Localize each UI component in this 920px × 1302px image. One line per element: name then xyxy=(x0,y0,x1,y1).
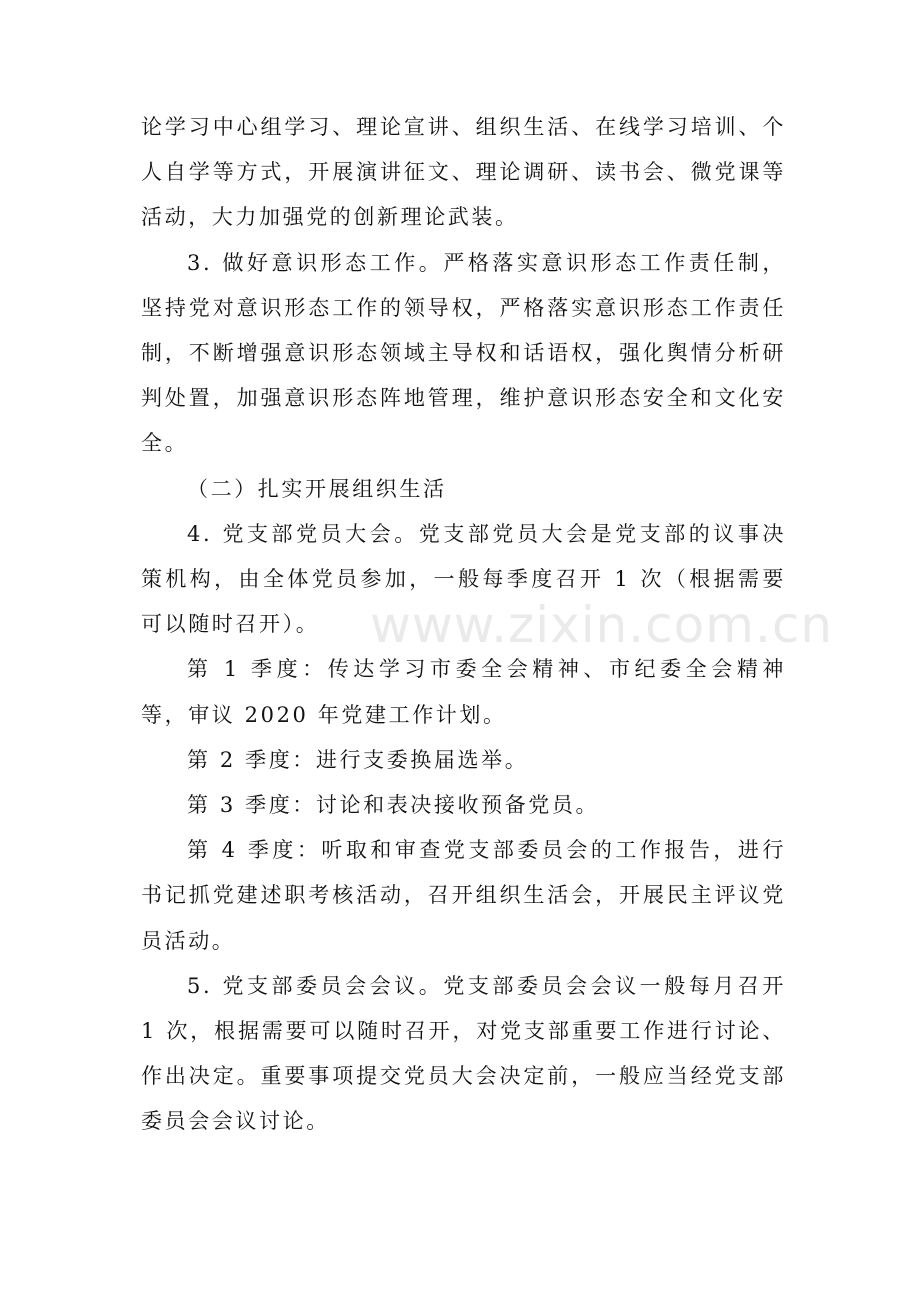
paragraph-quarter-1: 第 1 季度：传达学习市委全会精神、市纪委全会精神等，审议 2020 年党建工作计划。 xyxy=(141,657,786,727)
paragraph-continuation: 论学习中心组学习、理论宣讲、组织生活、在线学习培训、个人自学等方式，开展演讲征文、理论调研、读书会、微党课等活动，大力加强党的创新理论武装。 xyxy=(141,115,786,230)
section-heading-organization-life: （二）扎实开展组织生活 xyxy=(187,476,447,501)
site-watermark: www.zixin.com.cn xyxy=(370,596,834,654)
paragraph-quarter-4: 第 4 季度：听取和审查党支部委员会的工作报告，进行书记抓党建述职考核活动，召开组织生活会，开展民主评议党员活动。 xyxy=(141,838,786,953)
paragraph-committee-meeting: 5. 党支部委员会会议。党支部委员会会议一般每月召开 1 次，根据需要可以随时召开，对党支部重要工作进行讨论、作出决定。重要事项提交党员大会决定前，一般应当经党支部委员会会议讨论。 xyxy=(141,973,786,1134)
paragraph-quarter-3: 第 3 季度：讨论和表决接收预备党员。 xyxy=(187,793,600,818)
paragraph-party-member-assembly: 4. 党支部党员大会。党支部党员大会是党支部的议事决策机构，由全体党员参加，一般每季度召开 1 次（根据需要可以随时召开）。 xyxy=(141,521,786,637)
paragraph-ideology-work: 3. 做好意识形态工作。严格落实意识形态工作责任制，坚持党对意识形态工作的领导权，严格落实意识形态工作责任制，不断增强意识形态领域主导权和话语权，强化舆情分析研判处置，加强意识形态阵地管理，维护意识形态安全和文化安全。 xyxy=(141,250,786,456)
paragraph-quarter-2: 第 2 季度：进行支委换届选举。 xyxy=(187,747,529,772)
document-body xyxy=(141,105,786,1145)
